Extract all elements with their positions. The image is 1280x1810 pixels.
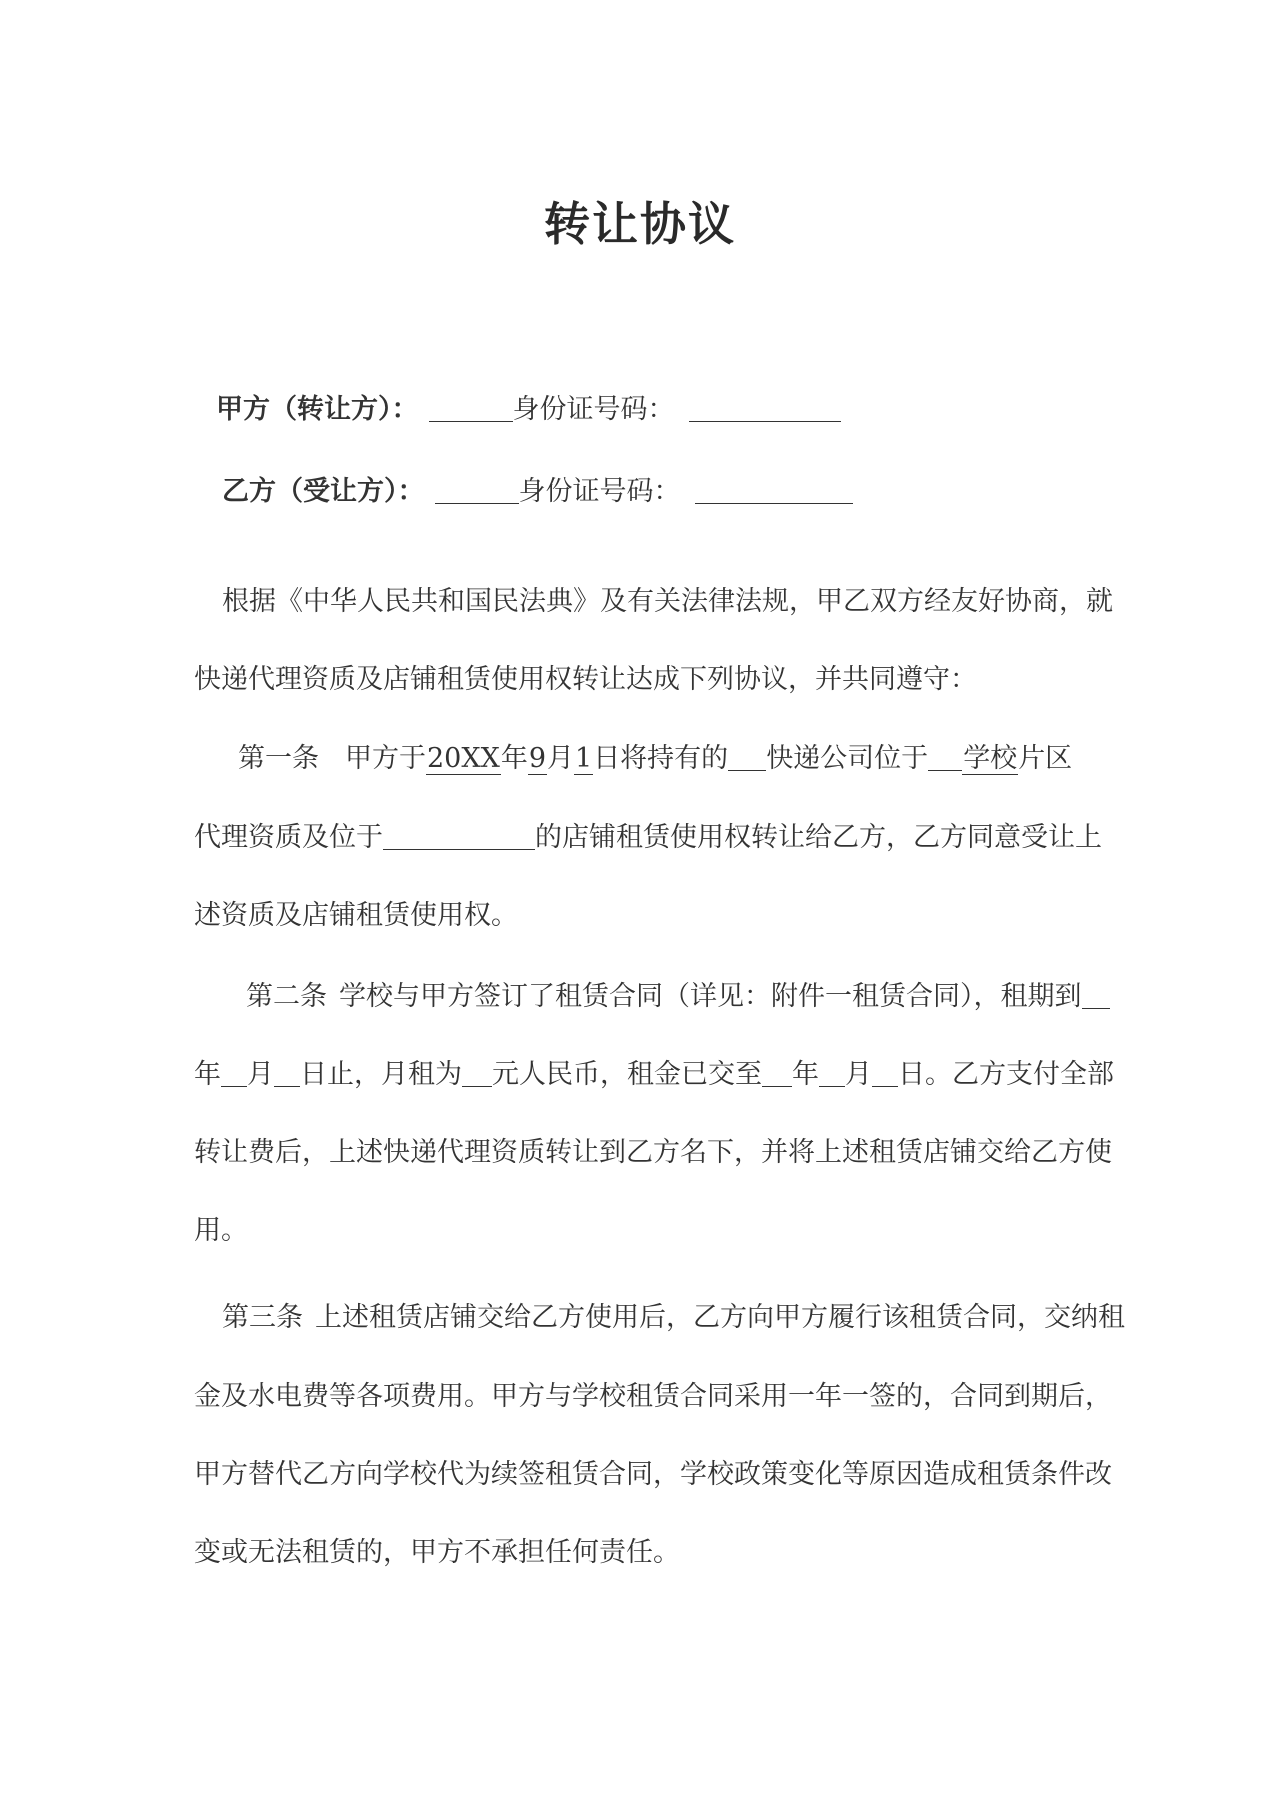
- party-a-line: [216, 390, 841, 430]
- article-1-text: 的店铺租赁使用权转让给乙方，乙方同意受让上: [535, 822, 1102, 853]
- article-2-end-month-blank[interactable]: [221, 1056, 247, 1087]
- article-1-heading: 第一条: [238, 743, 319, 774]
- article-1-text: 片区: [1018, 743, 1073, 774]
- article-1-school: 学校: [963, 743, 1018, 774]
- article-2-paid-day-blank[interactable]: [872, 1056, 898, 1087]
- article-1-school-blank[interactable]: [928, 740, 962, 771]
- article-2-paid-year-blank[interactable]: [762, 1056, 792, 1087]
- article-1-line-3: 述资质及店铺租赁使用权。: [194, 900, 518, 931]
- article-2-paid-month-blank[interactable]: [819, 1056, 845, 1087]
- article-1-company-blank[interactable]: [728, 740, 766, 771]
- party-b-id-blank[interactable]: [695, 473, 853, 504]
- article-2-line-3: 转让费后，上述快递代理资质转让到乙方名下，并将上述租赁店铺交给乙方使: [194, 1137, 1112, 1168]
- article-2-end-year-blank[interactable]: [1082, 978, 1110, 1009]
- article-3-heading: 第三条: [222, 1302, 303, 1333]
- article-1-text: 年: [500, 743, 528, 774]
- article-1-line-1: [238, 739, 1072, 779]
- article-1-day: 1: [575, 743, 593, 774]
- article-2-heading: 第二条: [246, 981, 327, 1012]
- article-1-location-blank[interactable]: [383, 819, 535, 850]
- article-2-text: 月: [845, 1059, 872, 1090]
- party-a-id-label: 身份证号码：: [512, 394, 675, 425]
- preamble-line-1: 根据《中华人民共和国民法典》及有关法律法规，甲乙双方经友好协商，就: [222, 586, 1113, 617]
- article-3-line-3: 甲方替代乙方向学校代为续签租赁合同，学校政策变化等原因造成租赁条件改: [194, 1459, 1112, 1490]
- article-2-line-4: 用。: [194, 1215, 248, 1246]
- article-2-text: 元人民币，租金已交至: [492, 1059, 762, 1090]
- article-2-text: 日止，月租为: [300, 1059, 462, 1090]
- party-b-line: [222, 472, 853, 512]
- article-2-text: 年: [792, 1059, 819, 1090]
- preamble-line-2: 快递代理资质及店铺租赁使用权转让达成下列协议，并共同遵守：: [194, 664, 977, 695]
- article-1-line-2: [194, 818, 1102, 858]
- article-2-text: 学校与甲方签订了租赁合同（详见：附件一租赁合同），租期到: [339, 981, 1082, 1012]
- article-2-rent-blank[interactable]: [462, 1056, 492, 1087]
- party-a-id-blank[interactable]: [689, 391, 841, 422]
- article-1-year: 20XX: [427, 743, 500, 774]
- article-3-line-4: 变或无法租赁的，甲方不承担任何责任。: [194, 1537, 680, 1568]
- article-1-text: 甲方于: [345, 743, 426, 774]
- party-a-name-blank[interactable]: [429, 391, 513, 422]
- article-1-text: 日将持有的: [593, 743, 729, 774]
- article-3-line-1: [222, 1298, 1125, 1338]
- party-b-name-blank[interactable]: [435, 473, 519, 504]
- article-1-month: 9: [528, 743, 546, 774]
- article-1-text: 快递公司位于: [766, 743, 929, 774]
- article-2-text: 月: [247, 1059, 274, 1090]
- party-b-label: 乙方（受让方）：: [222, 476, 425, 507]
- article-2-line-1: [246, 977, 1110, 1017]
- article-2-end-day-blank[interactable]: [274, 1056, 300, 1087]
- article-3-text: 上述租赁店铺交给乙方使用后，乙方向甲方履行该租赁合同，交纳租: [315, 1302, 1125, 1333]
- article-2-text: 日。乙方支付全部: [898, 1059, 1114, 1090]
- document-title: 转让协议: [544, 197, 736, 251]
- article-3-line-2: 金及水电费等各项费用。甲方与学校租赁合同采用一年一签的，合同到期后，: [194, 1381, 1112, 1412]
- article-2-line-2: [194, 1055, 1114, 1095]
- article-2-text: 年: [194, 1059, 221, 1090]
- article-1-text: 月: [547, 743, 574, 774]
- article-1-text: 代理资质及位于: [194, 822, 383, 853]
- party-b-id-label: 身份证号码：: [518, 476, 681, 507]
- party-a-label: 甲方（转让方）：: [216, 394, 419, 425]
